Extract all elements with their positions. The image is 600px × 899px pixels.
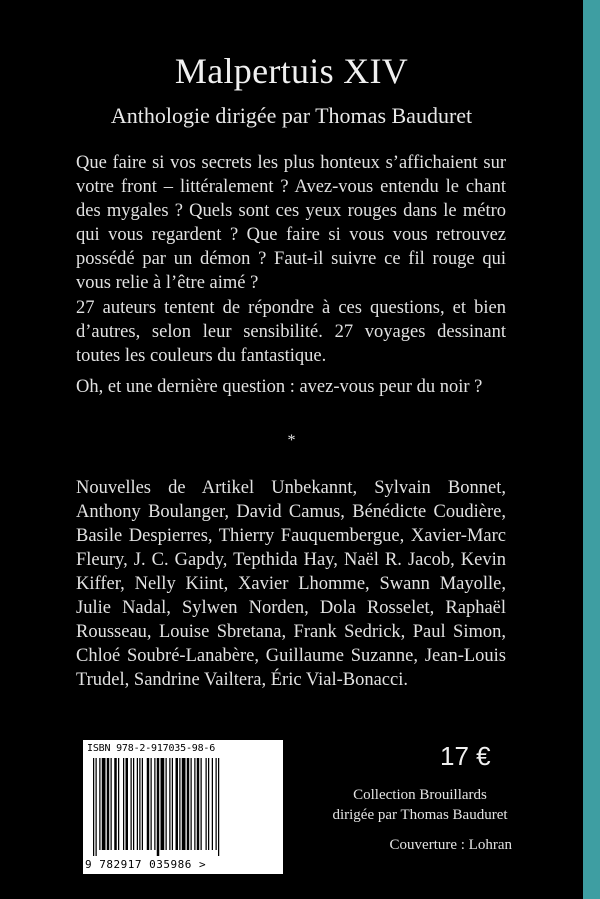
barcode-bar <box>176 758 179 850</box>
barcode-bar <box>126 758 129 850</box>
barcode-bar <box>212 758 213 850</box>
barcode-bar <box>197 758 200 850</box>
blurb-paragraph-2: 27 auteurs tentent de répondre à ces questions, et bien d’autres, selon leur sensibilité. 27 voyages dessinant toutes les couleurs du fantastique. <box>76 298 506 366</box>
price: 17 € <box>440 741 491 771</box>
barcode-bar <box>218 758 219 856</box>
barcode-bar <box>154 758 155 850</box>
barcode-bar <box>93 758 94 856</box>
cover-credit: Couverture : Lohran <box>389 837 512 853</box>
barcode-bar <box>96 758 97 856</box>
barcode-bar <box>151 758 152 850</box>
authors-list: Nouvelles de Artikel Unbekannt, Sylvain Bonnet, Anthony Boulanger, David Camus, Bénédicte Coudière, Basile Despierres, Thierry Fauquembergue, Xavier-Marc Fleury, J. C. Gapdy, Tepthida Hay, Naël R. Jacob, Kevin Kiffer, Nelly Kiint, Xavier Lhomme, Swann Mayolle, Julie Nadal, Sylwen Norden, Dola Rosselet, Raphaël Rousseau, Louise Sbretana, Frank Sedrick, Paul Simon, Chloé Soubré-Lanabère, Guillaume Suzanne, Jean-Louis Trudel, Sandrine Vailtera, Éric Vial-Bonacci. <box>76 478 506 690</box>
barcode-bar <box>206 758 207 850</box>
barcode-bar <box>111 758 112 850</box>
barcode-bar <box>118 758 119 850</box>
book-subtitle: Anthologie dirigée par Thomas Bauduret <box>110 103 473 128</box>
book-title: Malpertuis XIV <box>174 51 409 91</box>
collection-name: Collection Brouillards <box>353 787 487 803</box>
barcode-bar <box>137 758 138 850</box>
barcode-bar <box>147 758 150 850</box>
barcode-bar <box>133 758 134 850</box>
barcode-bar <box>201 758 202 850</box>
blurb-paragraph-3: Oh, et une dernière question : avez-vous peur du noir ? <box>76 377 483 397</box>
barcode-bar <box>187 758 190 850</box>
barcode-bar <box>114 758 117 850</box>
barcode-bar <box>194 758 195 850</box>
barcode-bar <box>208 758 209 850</box>
barcode-bar <box>99 758 100 850</box>
barcode-bar <box>142 758 143 850</box>
isbn-barcode <box>83 740 283 874</box>
barcode-bar <box>182 758 186 850</box>
collection-director: dirigée par Thomas Bauduret <box>332 807 508 823</box>
barcode-bar <box>107 758 110 850</box>
barcode-bar <box>123 758 124 850</box>
barcode-bar <box>216 758 217 850</box>
isbn-label: ISBN 978-2-917035-98-6 <box>87 743 216 754</box>
barcode-bar <box>161 758 165 850</box>
barcode-bar <box>102 758 106 850</box>
barcode-bar <box>131 758 132 850</box>
barcode-bar <box>139 758 140 850</box>
barcode-bar <box>169 758 170 850</box>
barcode-bars-icon <box>93 758 273 856</box>
barcode-bar <box>157 758 160 856</box>
barcode-bar <box>166 758 167 850</box>
blurb-paragraph-1: Que faire si vos secrets les plus honteux s’affichaient sur votre front – littéralement ? Avez-vous entendu le chant des mygales ? Quels sont ces yeux rouges dans le métro qui vous regardent ? Que faire si vous vous retrouvez possédé par un démon ? Faut-il suivre ce fil rouge qui vous relie à l’être aimé ? <box>76 153 506 293</box>
ean-digits: 9 782917 035986 > <box>85 858 207 871</box>
section-separator: * <box>287 432 296 449</box>
barcode-bar <box>172 758 173 850</box>
spine-color-strip <box>583 0 600 899</box>
barcode-bar <box>179 758 180 850</box>
barcode-bar <box>191 758 192 850</box>
